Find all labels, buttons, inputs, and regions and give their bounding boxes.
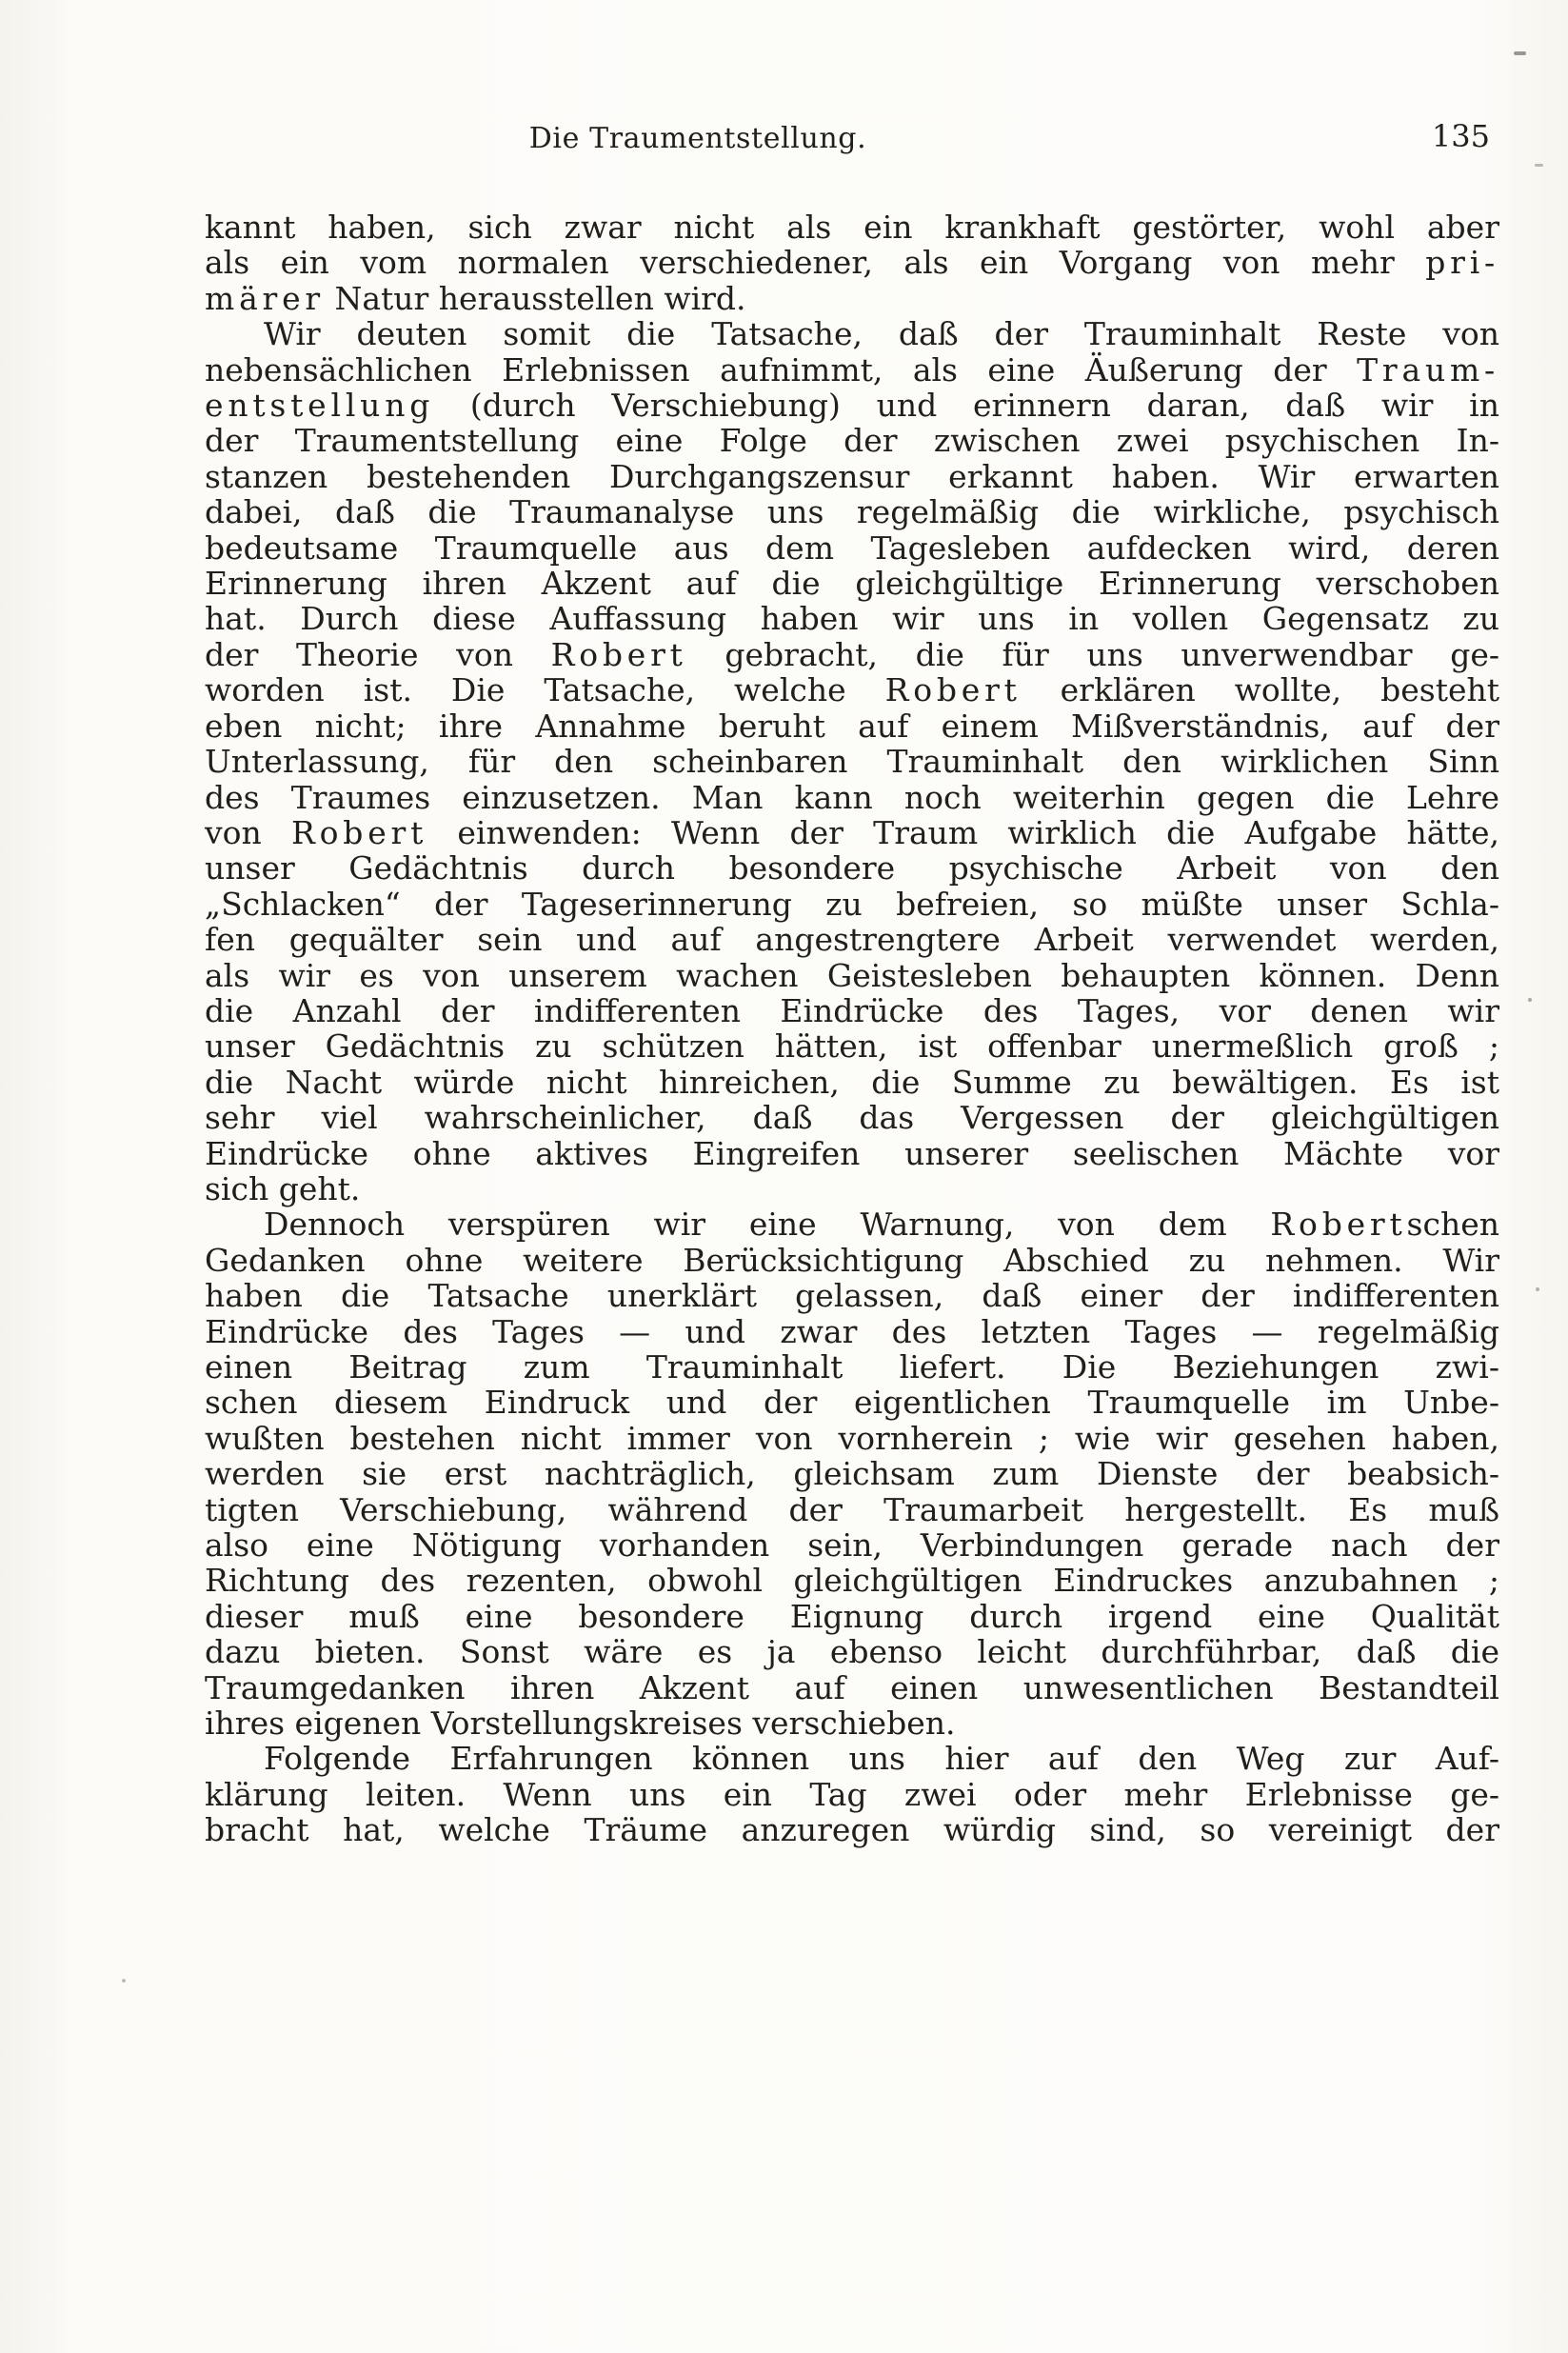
text-line: als wir es von unserem wachen Geistesleben behaupten können. Denn (205, 956, 1499, 994)
paragraph (205, 209, 1499, 316)
text-line: des Traumes einzusetzen. Man kann noch weiterhin gegen die Lehre (205, 778, 1499, 816)
text-line: dazu bieten. Sonst wäre es ja ebenso leicht durchführbar, daß die (205, 1633, 1499, 1671)
text-line: also eine Nötigung vorhanden sein, Verbindungen gerade nach der (205, 1526, 1499, 1565)
text-line: kannt haben, sich zwar nicht als ein krankhaft gestörter, wohl aber (205, 209, 1499, 246)
text-line: hat. Durch diese Auffassung haben wir uns in vollen Gegensatz zu (205, 600, 1499, 638)
text-line: nebensächlichen Erlebnissen aufnimmt, als eine Äußerung der Traum- (205, 350, 1499, 389)
letterspaced-emphasis: Robert (1270, 1206, 1407, 1244)
letterspaced-emphasis: entstellung (205, 387, 435, 425)
text-line: die Anzahl der indifferenten Eindrücke des Tages, vor denen wir (205, 991, 1499, 1029)
text-line: der Traumentstellung eine Folge der zwischen zwei psychischen In- (205, 422, 1499, 460)
paragraph (205, 1206, 1499, 1741)
text-line: worden ist. Die Tatsache, welche Robert erklären wollte, besteht (205, 671, 1500, 709)
text-line: Richtung des rezenten, obwohl gleichgültigen Eindruckes anzubahnen ; (205, 1562, 1499, 1600)
text-line: Wir deuten somit die Tatsache, daß der Trauminhalt Reste von (264, 315, 1499, 353)
letterspaced-emphasis: Robert (550, 635, 687, 673)
letterspaced-emphasis: pri- (1425, 244, 1499, 282)
letterspaced-emphasis: Robert (291, 813, 428, 851)
text-line: Traumgedanken ihren Akzent auf einen unwesentlichen Bestandteil (205, 1668, 1499, 1706)
text-line: dieser muß eine besondere Eignung durch irgend eine Qualität (205, 1597, 1499, 1635)
text-line: Erinnerung ihren Akzent auf die gleichgültige Erinnerung verschoben (205, 565, 1499, 603)
text-line: ihres eigenen Vorstellungskreises verschieben. (205, 1705, 956, 1743)
text-line: einen Beitrag zum Trauminhalt liefert. Die Beziehungen zwi- (205, 1348, 1499, 1386)
text-line: tigten Verschiebung, während der Traumarbeit hergestellt. Es muß (205, 1490, 1499, 1528)
text-line: klärung leiten. Wenn uns ein Tag zwei oder mehr Erlebnisse ge- (205, 1775, 1499, 1813)
paragraph (205, 1741, 1499, 1847)
text-line: unser Gedächtnis durch besondere psychische Arbeit von den (205, 849, 1499, 887)
text-line: sich geht. (205, 1169, 361, 1207)
text-block (205, 209, 1499, 1848)
text-line: der Theorie von Robert gebracht, die für uns unverwendbar ge- (205, 635, 1500, 673)
scan-artifact (1536, 1287, 1539, 1291)
scan-artifact (1535, 164, 1543, 167)
text-line: Dennoch verspüren wir eine Warnung, von dem Robertschen (264, 1206, 1499, 1244)
text-line: bracht hat, welche Träume anzuregen würdig sind, so vereinigt der (205, 1811, 1499, 1849)
scan-artifact (1528, 998, 1532, 1002)
letterspaced-emphasis: märer (205, 279, 325, 317)
letterspaced-emphasis: Robert (884, 671, 1022, 709)
text-line: Folgende Erfahrungen können uns hier auf den Weg zur Auf- (264, 1740, 1499, 1778)
text-line: stanzen bestehenden Durchgangszensur erkannt haben. Wir erwarten (205, 457, 1499, 495)
text-line: Gedanken ohne weitere Berücksichtigung Abschied zu nehmen. Wir (205, 1241, 1499, 1279)
text-line: märer Natur herausstellen wird. (205, 279, 746, 317)
text-line: als ein vom normalen verschiedener, als ein Vorgang von mehr pri- (205, 244, 1499, 282)
text-line: Unterlassung, für den scheinbaren Trauminhalt den wirklichen Sinn (205, 743, 1499, 781)
page-number: 135 (1431, 118, 1490, 154)
text-line: dabei, daß die Traumanalyse uns regelmäßig die wirkliche, psychisch (205, 493, 1499, 531)
text-line: „Schlacken“ der Tageserinnerung zu befreien, so müßte unser Schla- (205, 885, 1499, 923)
text-line: bedeutsame Traumquelle aus dem Tagesleben aufdecken wird, deren (205, 528, 1499, 567)
scan-artifact (122, 1979, 126, 1983)
text-line: entstellung (durch Verschiebung) und erinnern daran, daß wir in (205, 387, 1499, 425)
paragraph (205, 316, 1499, 1206)
running-title: Die Traumentstellung. (528, 122, 867, 155)
text-line: fen gequälter sein und auf angestrengtere Arbeit verwendet werden, (205, 921, 1499, 959)
text-line: unser Gedächtnis zu schützen hätten, ist offenbar unermeßlich groß ; (205, 1027, 1499, 1066)
text-line: wußten bestehen nicht immer von vornherein ; wie wir gesehen haben, (205, 1419, 1499, 1457)
text-line: schen diesem Eindruck und der eigentlichen Traumquelle im Unbe- (205, 1384, 1499, 1422)
scan-artifact (1514, 51, 1526, 55)
text-line: von Robert einwenden: Wenn der Traum wirklich die Aufgabe hätte, (205, 813, 1499, 851)
letterspaced-emphasis: Traum- (1357, 350, 1499, 389)
text-line: die Nacht würde nicht hinreichen, die Summe zu bewältigen. Es ist (205, 1063, 1499, 1101)
text-line: haben die Tatsache unerklärt gelassen, daß einer der indifferenten (205, 1277, 1499, 1315)
text-line: eben nicht; ihre Annahme beruht auf einem Mißverständnis, auf der (205, 707, 1499, 745)
text-line: sehr viel wahrscheinlicher, daß das Vergessen der gleichgültigen (205, 1099, 1499, 1137)
text-line: Eindrücke ohne aktives Eingreifen unserer seelischen Mächte vor (205, 1134, 1499, 1172)
text-line: werden sie erst nachträglich, gleichsam zum Dienste der beabsich- (205, 1455, 1499, 1493)
text-line: Eindrücke des Tages — und zwar des letzten Tages — regelmäßig (205, 1312, 1499, 1350)
